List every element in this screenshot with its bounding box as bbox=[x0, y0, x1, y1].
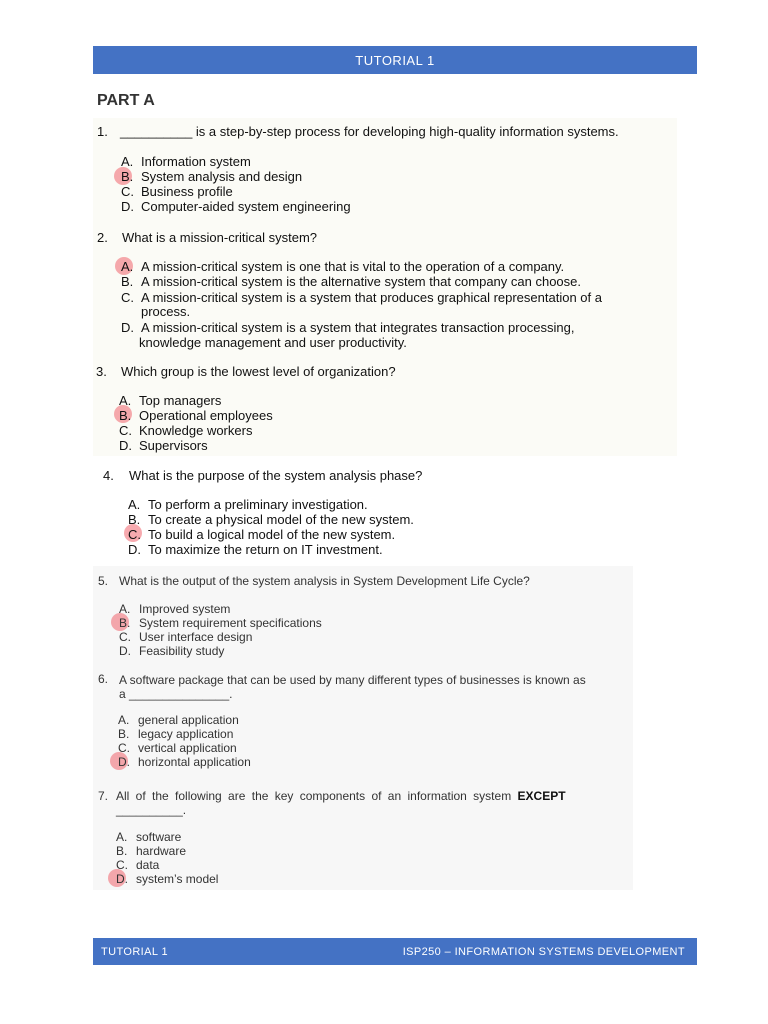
option-d: D. To maximize the return on IT investment. bbox=[128, 542, 383, 557]
option-d: D. Supervisors bbox=[119, 438, 208, 453]
option-a: A. Information system bbox=[121, 154, 251, 169]
option-b: B. System analysis and design bbox=[121, 169, 303, 184]
option-b: B. hardware bbox=[116, 844, 187, 858]
header-title: TUTORIAL 1 bbox=[355, 52, 435, 68]
footer-left: TUTORIAL 1 bbox=[101, 945, 168, 958]
question-number: 2. bbox=[97, 230, 108, 245]
part-title: PART A bbox=[97, 92, 155, 109]
option-b: B. legacy application bbox=[118, 727, 234, 741]
option-c-continued: process. bbox=[141, 304, 191, 319]
option-b: B. To create a physical model of the new system. bbox=[128, 512, 414, 527]
question-text: A software package that can be used by many different types of businesses is known as bbox=[119, 673, 586, 687]
option-c: C. Knowledge workers bbox=[119, 423, 253, 438]
option-d: D. system’s model bbox=[116, 872, 219, 886]
option-d: D. Computer-aided system engineering bbox=[121, 199, 351, 214]
question-text: Which group is the lowest level of organization? bbox=[121, 364, 396, 379]
option-b: B. Operational employees bbox=[119, 408, 273, 423]
option-c: C. data bbox=[116, 858, 160, 872]
option-d: D. horizontal application bbox=[118, 755, 251, 769]
option-d: D. Feasibility study bbox=[119, 644, 225, 658]
question-number: 4. bbox=[103, 468, 114, 483]
option-a: A. To perform a preliminary investigation. bbox=[128, 497, 368, 512]
option-a: A. general application bbox=[118, 713, 239, 727]
option-a: A. software bbox=[116, 830, 182, 844]
footer-bar bbox=[93, 938, 697, 965]
question-text: What is the purpose of the system analysis phase? bbox=[129, 468, 423, 483]
option-a: A. Top managers bbox=[119, 393, 222, 408]
footer-right: ISP250 – INFORMATION SYSTEMS DEVELOPMENT bbox=[402, 945, 685, 958]
option-a: A. Improved system bbox=[119, 602, 231, 616]
header-bar bbox=[93, 46, 697, 74]
option-d: D. A mission-critical system is a system that integrates transaction processing, bbox=[121, 320, 575, 335]
option-b: B. System requirement specifications bbox=[119, 616, 322, 630]
question-text: What is a mission-critical system? bbox=[122, 230, 318, 245]
option-c: C. Business profile bbox=[121, 184, 233, 199]
question-number: 5. bbox=[98, 574, 109, 588]
question-text: What is the output of the system analysis in System Development Life Cycle? bbox=[119, 574, 530, 588]
question-number: 7. bbox=[98, 789, 109, 803]
question-number: 1. bbox=[97, 124, 108, 139]
option-d-continued: knowledge management and user productivity. bbox=[139, 335, 407, 350]
option-b: B. A mission-critical system is the alternative system that company can choose. bbox=[121, 274, 582, 289]
option-c: C. To build a logical model of the new system. bbox=[128, 527, 396, 542]
question-text-continued: __________. bbox=[116, 803, 187, 817]
question-text: All of the following are the key components of an information system EXCEPT bbox=[116, 789, 566, 803]
question-number: 3. bbox=[96, 364, 107, 379]
question-emphasis: EXCEPT bbox=[517, 789, 566, 803]
option-c: C. User interface design bbox=[119, 630, 253, 644]
question-text: __________ is a step-by-step process for developing high-quality information systems. bbox=[120, 124, 619, 139]
option-c: C. vertical application bbox=[118, 741, 237, 755]
option-c: C. A mission-critical system is a system that produces graphical representation of a bbox=[121, 290, 602, 305]
question-text-continued: a _______________. bbox=[119, 687, 233, 701]
option-a: A. A mission-critical system is one that is vital to the operation of a company. bbox=[121, 259, 565, 274]
question-number: 6. bbox=[98, 672, 109, 686]
